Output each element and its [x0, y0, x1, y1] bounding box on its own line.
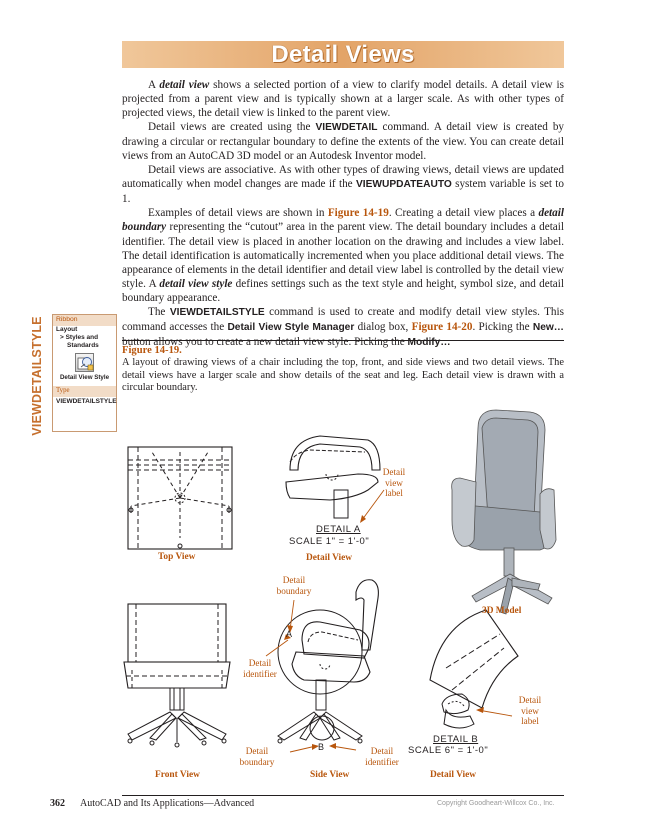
figure-number: Figure 14-19.	[122, 345, 182, 356]
label-side-view: Side View	[310, 770, 350, 780]
key-term: detail view style	[159, 277, 233, 290]
footer-rule	[122, 795, 564, 796]
callout-detail-view-label-2: Detail view label	[518, 695, 542, 726]
text-run: representing the “cutout” area in the parent view. The detail boundary includes a detail identifier. The detail view is placed in another location on the drawing and includes a view label. The detail identification is automatically incremented when you place additional detail views. The appearance of elements in the detail identifier and detail view label is controlled by the detail view style. A	[122, 221, 564, 290]
detail-a-title: DETAIL A	[316, 524, 361, 535]
front-view-drawing	[124, 604, 230, 747]
ribbon-path-1: Layout	[56, 326, 78, 333]
figure-reference: Figure 14-19	[327, 207, 389, 220]
ribbon-button-label: Detail View Style	[59, 374, 110, 381]
figure-reference: Figure 14-20	[411, 320, 473, 333]
ribbon-heading: Ribbon	[53, 315, 116, 326]
command-name: VIEWDETAIL	[315, 122, 378, 134]
detail-a-drawing	[286, 436, 380, 518]
callout-detail-identifier-bottom: Detail identifier	[365, 746, 399, 767]
identifier-a: A	[286, 629, 293, 639]
detail-b-drawing	[430, 610, 518, 728]
command-name: VIEWDETAILSTYLE	[169, 306, 265, 318]
text-run: command. A detail view is created by drawing a circular or rectangular boundary to define the extents of the view. You can create detail views from an AutoCAD 3D model or an Autodesk Inventor model.	[122, 121, 565, 163]
command-name: New…	[532, 321, 564, 333]
text-run: The	[148, 305, 170, 318]
text-run: dialog box,	[354, 320, 412, 333]
callout-detail-boundary-top: Detail boundary	[276, 575, 312, 596]
label-front-view: Front View	[155, 770, 200, 780]
callout-arrowheads	[284, 515, 484, 750]
label-top-view: Top View	[158, 552, 196, 562]
text-run: Detail views are created using the	[148, 121, 316, 134]
page-number: 362	[50, 798, 65, 809]
text-run: shows a selected portion of a view to clarify model details. A detail view is projected from a parent view and is typically shown at a larger scale. As with other types of projected views, the detail view is linked to the parent view.	[122, 79, 564, 120]
label-3d-model: 3D Model	[482, 606, 522, 616]
text-run: A	[148, 79, 160, 91]
command-vertical-label-text: VIEWDETAILSTYLE	[30, 316, 44, 436]
page-title: Detail Views	[271, 41, 415, 68]
type-heading: Type	[53, 386, 116, 397]
text-run: defines settings such as the text style and height, symbol size, and detail boundary appearance.	[122, 277, 564, 304]
callout-detail-view-label-1: Detail view label	[382, 467, 406, 498]
key-term: detail boundary	[122, 207, 564, 234]
command-name: Detail View Style Manager	[227, 321, 355, 333]
label-detail-view-b: Detail View	[430, 770, 477, 780]
text-run: button allows you to create a new detail view style. Picking the	[122, 335, 408, 348]
text-run: system variable is set to 1.	[122, 178, 564, 206]
command-name: Modify…	[407, 336, 451, 348]
figure-caption: A layout of drawing views of a chair including the top, front, and side views and two detail views. The detail views have a larger scale and show details of the seat and leg. Each detail view is drawn with a circular boundary.	[122, 357, 564, 393]
text-run: . Creating a detail view places a	[388, 207, 539, 220]
book-title: AutoCAD and Its Applications—Advanced	[80, 798, 255, 809]
callout-detail-boundary-bottom: Detail boundary	[239, 746, 275, 767]
label-detail-view-a: Detail View	[306, 553, 353, 563]
key-term: detail view	[159, 79, 210, 91]
detail-b-scale: SCALE 6" = 1'-0"	[408, 745, 489, 756]
ribbon-path-2: > Styles and	[60, 334, 99, 341]
copyright: Copyright Goodheart-Willcox Co., Inc.	[437, 800, 555, 807]
detail-a-scale: SCALE 1" = 1'-0"	[289, 536, 370, 547]
ribbon-path-3: Standards	[67, 342, 99, 349]
text-run: . Picking the	[472, 320, 533, 333]
detail-b-title: DETAIL B	[433, 734, 479, 745]
identifier-b: B	[318, 742, 325, 752]
top-view-drawing	[128, 447, 232, 549]
type-value: VIEWDETAILSTYLE	[56, 398, 117, 405]
text-run: command is used to create and modify detail view styles. This command accesses the	[122, 305, 564, 333]
command-name: VIEWUPDATEAUTO	[355, 179, 452, 191]
text-run: Detail views are associative. As with other types of drawing views, detail views are updated automatically when model changes are made if the	[122, 164, 564, 191]
model-3d-drawing	[452, 410, 556, 614]
text-run: Examples of detail views are shown in	[148, 207, 328, 220]
callout-detail-identifier-left: Detail identifier	[243, 658, 277, 679]
